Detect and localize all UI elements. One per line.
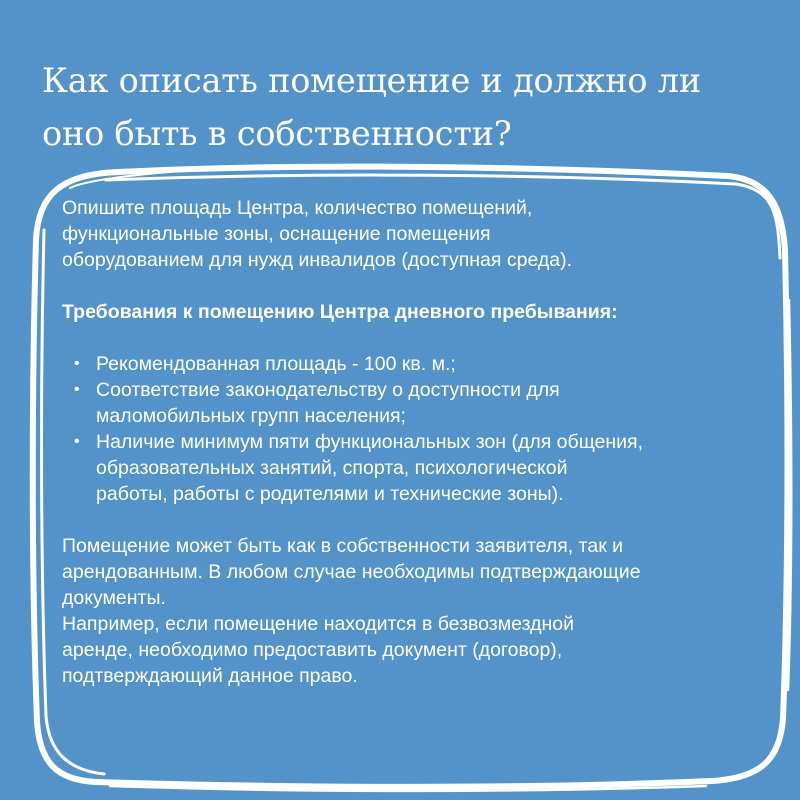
list-item-text: Рекомендованная площадь - 100 кв. м.; (96, 353, 456, 375)
list-item-text: Соответствие законодательству о доступности для (96, 379, 560, 401)
intro-line: оборудованием для нужд инвалидов (доступная среда). (62, 249, 573, 271)
ownership-line: арендованным. В любом случае необходимы подтверждающие (62, 561, 641, 583)
list-item (62, 377, 786, 429)
bullet-icon: • (74, 355, 80, 372)
list-item (62, 429, 786, 507)
content-area (62, 195, 786, 689)
example-paragraph (62, 611, 786, 689)
ownership-paragraph (62, 533, 786, 611)
example-line: Например, если помещение находится в безвозмездной (62, 613, 574, 635)
bullet-icon: • (74, 433, 80, 450)
list-item-text: маломобильных групп населения; (96, 405, 406, 427)
ownership-line: документы. (62, 587, 166, 609)
example-line: подтверждающий данное право. (62, 665, 358, 687)
list-item-text: работы, работы с родителями и технические зоны). (96, 483, 564, 505)
intro-paragraph (62, 195, 786, 273)
requirements-heading: Требования к помещению Центра дневного пребывания: (62, 301, 618, 323)
bullet-icon: • (74, 381, 80, 398)
intro-line: функциональные зоны, оснащение помещения (62, 223, 491, 245)
intro-line: Опишите площадь Центра, количество помещений, (62, 197, 533, 219)
list-item-text: Наличие минимум пяти функциональных зон (для общения, (96, 431, 643, 453)
title-line-1: Как описать помещение и должно ли (42, 61, 701, 100)
list-item (62, 351, 786, 377)
list-item-text: образовательных занятий, спорта, психологической (96, 457, 568, 479)
title-line-2: оно быть в собственности? (42, 114, 512, 153)
example-line: аренде, необходимо предоставить документ (договор), (62, 639, 563, 661)
ownership-line: Помещение может быть как в собственности заявителя, так и (62, 535, 624, 557)
requirements-list (62, 351, 786, 507)
